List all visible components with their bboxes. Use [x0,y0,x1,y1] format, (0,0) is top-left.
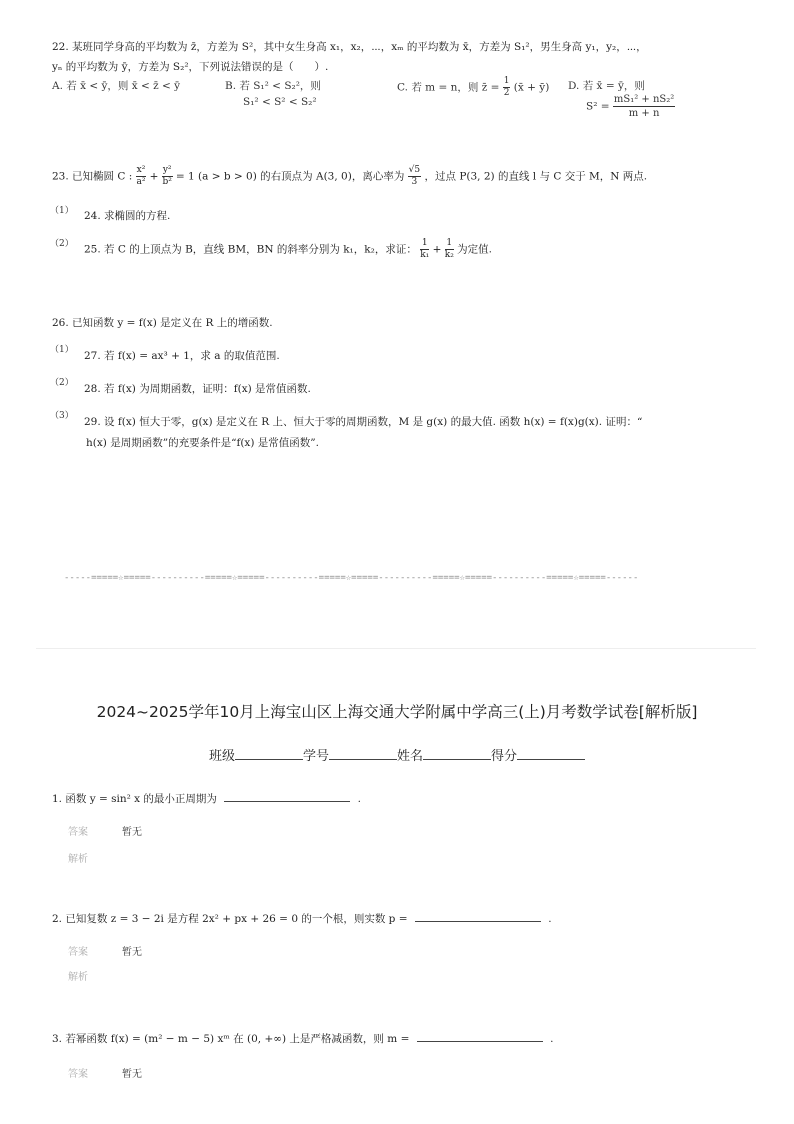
problem-2-number: 2. [52,913,63,925]
q23-text-post: ，过点 P(3, 2) 的直线 l 与 C 交于 M，N 两点. [424,170,648,183]
q23-sub1 [84,208,170,223]
problem-1-number: 1. [52,793,63,805]
problem-2-text: 已知复数 z = 3 − 2i 是方程 2x² + px + 26 = 0 的一个根，则实数 p = [65,913,408,925]
fraction-numerator: y² [162,165,172,175]
problem-1-end: . [357,793,361,805]
q22-option-c-fraction [503,76,511,99]
q23-stem [52,165,647,188]
q27-number: 27. [84,350,101,362]
page-break-line [36,648,756,649]
problem-2 [52,911,552,926]
q26-number: 26. [52,317,69,329]
name-label: 姓名 [397,749,424,764]
q24-number: 24. [84,210,101,222]
q24-text: 求椭圆的方程. [104,210,171,222]
fraction-denominator: a² [136,177,146,187]
q26-sub3-tag: （3） [50,411,74,421]
q22-option-b-line1: B. 若 S₁² < S₂²，则 [225,80,321,92]
fraction-numerator: √5 [408,165,421,175]
fraction-denominator: k₂ [444,250,454,260]
problem-3-blank[interactable] [417,1031,543,1042]
q22-stem-1: 某班同学身高的平均数为 z̄，方差为 S²，其中女生身高 x₁，x₂，⋯，xₘ 的平均数为 x̄，方差为 S₁²，男生身高 y₁，y₂，⋯， [72,41,647,53]
q28-text: 若 f(x) 为周期函数，证明：f(x) 是常值函数. [104,383,311,395]
fraction-denominator: 2 [503,88,510,98]
fraction-denominator: 3 [411,177,418,187]
q23-number: 23. [52,170,69,183]
fraction-numerator: 1 [503,76,510,86]
class-field[interactable] [235,747,303,760]
q23-eccentricity [408,165,421,188]
q23-plus: + [149,170,159,183]
q22-option-c-post: (x̄ + ȳ) [513,81,550,94]
q23-fraction-y [162,165,173,188]
q25-number: 25. [84,243,101,256]
problem-3-number: 3. [52,1033,63,1045]
problem-1-answer-label: 答案 [68,827,88,838]
problem-1-text: 函数 y = sin² x 的最小正周期为 [65,793,217,805]
problem-3-answer-label: 答案 [68,1069,88,1080]
score-label: 得分 [491,749,518,764]
q26-stem [52,315,273,330]
problem-3-text: 若幂函数 f(x) = (m² − m − 5) xᵐ 在 (0, +∞) 上是严格减函数，则 m = [65,1033,410,1045]
q25-text-post: 为定值. [457,243,492,256]
q22-option-c [397,76,549,99]
q22-option-d-line1: D. 若 x̄ = ȳ，则 [568,80,645,92]
q22-option-d-fraction [613,93,675,120]
fraction-denominator: k₁ [420,250,430,260]
q25-text-pre: 若 C 的上顶点为 B，直线 BM，BN 的斜率分别为 k₁，k₂，求证： [104,243,417,256]
q26-sub1-tag: （1） [50,345,74,355]
problem-2-answer-label: 答案 [68,947,88,958]
problem-2-answer-value: 暂无 [122,947,142,958]
problem-2-analysis-label: 解析 [68,972,88,983]
fraction-numerator: 1 [446,238,453,248]
q22-number: 22. [52,41,69,53]
q22-option-b-line2: S₁² < S² < S₂² [243,96,317,108]
q29-text-2: h(x) 是周期函数”的充要条件是“f(x) 是常值函数”. [86,437,319,449]
q29-number: 29. [84,416,101,428]
fraction-numerator: x² [136,165,146,175]
q22-option-d-formula [586,93,675,120]
id-field[interactable] [329,747,397,760]
class-label: 班级 [208,749,235,764]
fraction-numerator: 1 [421,238,428,248]
q26-sub3-line1 [84,414,642,429]
score-field[interactable] [517,747,585,760]
name-field[interactable] [423,747,491,760]
q23-sub1-tag: （1） [50,206,74,216]
q22-line2: yₙ 的平均数为 ȳ，方差为 S₂²，下列说法错误的是（ ）. [52,61,329,73]
fraction-numerator: mS₁² + nS₂² [613,94,675,105]
q26-sub2 [84,381,311,396]
problem-3 [52,1031,553,1046]
q22-option-d-lhs: S² = [586,100,610,113]
q23-sub2 [84,238,492,261]
q22-option-a: A. 若 x̄ < ȳ，则 x̄ < z̄ < ȳ [52,80,181,92]
q26-sub1 [84,348,280,363]
fraction-denominator: b² [162,177,172,187]
page-divider: -----=====☆=====----------=====☆=====----------=====☆=====----------=====☆=====----------=====☆=====------ [64,573,639,583]
q25-plus: + [432,243,442,256]
q26-text: 已知函数 y = f(x) 是定义在 R 上的增函数. [72,317,273,329]
student-info-row [0,745,794,764]
problem-1-analysis-label: 解析 [68,854,88,865]
q25-fraction-k1 [420,238,429,261]
fraction-denominator: m + n [628,108,660,119]
problem-2-end: . [548,913,552,925]
q23-text-mid: = 1 (a > b > 0) 的右顶点为 A(3, 0)，离心率为 [175,170,405,183]
q22-line1 [52,37,647,58]
problem-2-blank[interactable] [415,911,541,922]
q29-text-1: 设 f(x) 恒大于零，g(x) 是定义在 R 上、恒大于零的周期函数，M 是 g(x) 的最大值. 函数 h(x) = f(x)g(x). 证明：“ [104,416,643,428]
q22-option-c-pre: C. 若 m = n，则 z̄ = [397,81,500,94]
q25-fraction-k2 [445,238,454,261]
problem-3-end: . [550,1033,554,1045]
problem-1-answer-value: 暂无 [122,827,142,838]
q23-text-pre: 已知椭圆 C : [72,170,133,183]
problem-3-answer-value: 暂无 [122,1069,142,1080]
paper-title: 2024~2025学年10月上海宝山区上海交通大学附属中学高三(上)月考数学试卷[解析版] [96,703,698,721]
q23-sub2-tag: （2） [50,239,74,249]
q28-number: 28. [84,383,101,395]
q23-fraction-x [136,165,147,188]
q26-sub2-tag: （2） [50,378,74,388]
id-label: 学号 [302,749,329,764]
problem-1-blank[interactable] [224,791,350,802]
q27-text: 若 f(x) = ax³ + 1，求 a 的取值范围. [104,350,280,362]
problem-1 [52,791,361,806]
